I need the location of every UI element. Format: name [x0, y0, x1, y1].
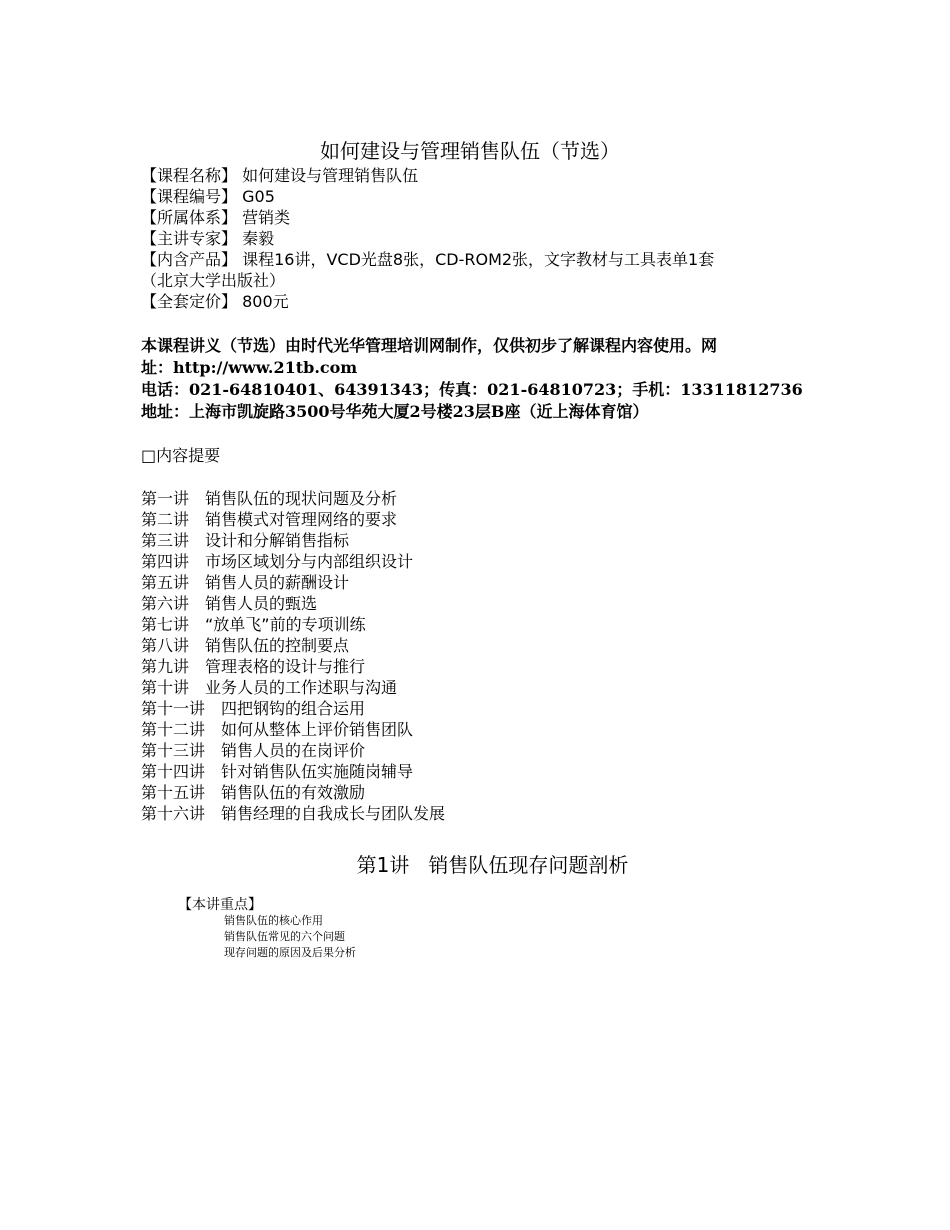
summary-heading: □内容提要: [141, 446, 221, 465]
lecture-title: 设计和分解销售指标: [205, 531, 350, 550]
lecture-number: 第十一讲: [141, 699, 206, 718]
lecture-title: 销售队伍的控制要点: [205, 636, 350, 655]
lecture-title: 四把钢钩的组合运用: [221, 699, 366, 718]
course-info: [141, 165, 821, 312]
info-label: 【课程名称】: [141, 166, 238, 185]
lecture-title: 销售模式对管理网络的要求: [205, 510, 398, 529]
lecture-number: 第九讲: [141, 657, 190, 676]
chapter-heading: 第1讲 销售队伍现存问题剖析: [356, 853, 629, 877]
lecture-title: 销售队伍的有效激励: [221, 783, 366, 802]
info-row-products: [141, 249, 821, 270]
lecture-title: 销售人员的在岗评价: [221, 741, 366, 760]
list-item: [141, 509, 445, 530]
list-item: 现存问题的原因及后果分析: [224, 946, 356, 959]
lecture-number: 第七讲: [141, 615, 190, 634]
list-item: [141, 803, 445, 824]
lecture-number: 第十五讲: [141, 783, 206, 802]
list-item: [141, 740, 445, 761]
info-value: 如何建设与管理销售队伍: [242, 166, 419, 185]
lecture-title: “放单飞”前的专项训练: [205, 615, 366, 634]
focus-label: 【本讲重点】: [178, 897, 262, 913]
lecture-title: 管理表格的设计与推行: [205, 657, 366, 676]
lecture-number: 第五讲: [141, 573, 190, 592]
lecture-title: 销售经理的自我成长与团队发展: [221, 804, 446, 823]
lecture-title: 销售人员的甄选: [205, 594, 318, 613]
list-item: [141, 572, 445, 593]
lecture-list: [141, 488, 445, 824]
info-label: 【主讲专家】: [141, 229, 238, 248]
address-line: 地址：上海市凯旋路3500号华苑大厦2号楼23层B座（近上海体育馆）: [141, 402, 649, 421]
info-label: 【全套定价】: [141, 292, 238, 311]
lecture-number: 第十二讲: [141, 720, 206, 739]
lecture-number: 第一讲: [141, 489, 190, 508]
list-item: [141, 614, 445, 635]
list-item: [141, 677, 445, 698]
lecture-number: 第十六讲: [141, 804, 206, 823]
list-item: [141, 761, 445, 782]
lecture-title: 销售人员的薪酬设计: [205, 573, 350, 592]
info-row-category: [141, 207, 821, 228]
info-label: 【所属体系】: [141, 208, 238, 227]
phone-line: 电话：021-64810401、64391343；传真：021-64810723；手机：13311812736: [141, 380, 803, 399]
info-value: 营销类: [242, 208, 291, 227]
focus-points: [224, 913, 356, 961]
info-value: G05: [242, 187, 275, 206]
lecture-number: 第六讲: [141, 594, 190, 613]
info-label: 【内含产品】: [141, 250, 238, 269]
list-item: [141, 635, 445, 656]
list-item: [141, 530, 445, 551]
info-label: 【课程编号】: [141, 187, 238, 206]
lecture-title: 如何从整体上评价销售团队: [221, 720, 414, 739]
lecture-title: 针对销售队伍实施随岗辅导: [221, 762, 414, 781]
lecture-title: 市场区域划分与内部组织设计: [205, 552, 414, 571]
list-item: [141, 488, 445, 509]
list-item: [141, 551, 445, 572]
info-value-continuation: （北京大学出版社）: [141, 271, 286, 290]
lecture-number: 第十四讲: [141, 762, 206, 781]
lecture-number: 第二讲: [141, 510, 190, 529]
list-item: [141, 593, 445, 614]
list-item: 销售队伍常见的六个问题: [224, 930, 345, 943]
info-value: 课程16讲，VCD光盘8张，CD-ROM2张，文字教材与工具表单1套: [242, 250, 715, 269]
info-row-course-code: [141, 186, 821, 207]
info-row-course-name: [141, 165, 821, 186]
list-item: 销售队伍的核心作用: [224, 914, 323, 927]
info-row-products-continued: [141, 270, 821, 291]
list-item: [141, 782, 445, 803]
info-row-lecturer: [141, 228, 821, 249]
info-row-price: [141, 291, 821, 312]
website-line: 址：http://www.21tb.com: [141, 358, 358, 377]
info-value: 秦毅: [242, 229, 275, 248]
lecture-number: 第三讲: [141, 531, 190, 550]
contact-notice: [141, 335, 821, 423]
list-item: [141, 698, 445, 719]
lecture-number: 第十三讲: [141, 741, 206, 760]
lecture-number: 第四讲: [141, 552, 190, 571]
notice-line: 本课程讲义（节选）由时代光华管理培训网制作，仅供初步了解课程内容使用。网: [141, 336, 718, 355]
info-value: 800元: [242, 292, 289, 311]
lecture-number: 第十讲: [141, 678, 190, 697]
lecture-number: 第八讲: [141, 636, 190, 655]
list-item: [141, 719, 445, 740]
lecture-title: 业务人员的工作述职与沟通: [205, 678, 398, 697]
lecture-title: 销售队伍的现状问题及分析: [205, 489, 398, 508]
document-title: 如何建设与管理销售队伍（节选）: [320, 139, 620, 163]
list-item: [141, 656, 445, 677]
